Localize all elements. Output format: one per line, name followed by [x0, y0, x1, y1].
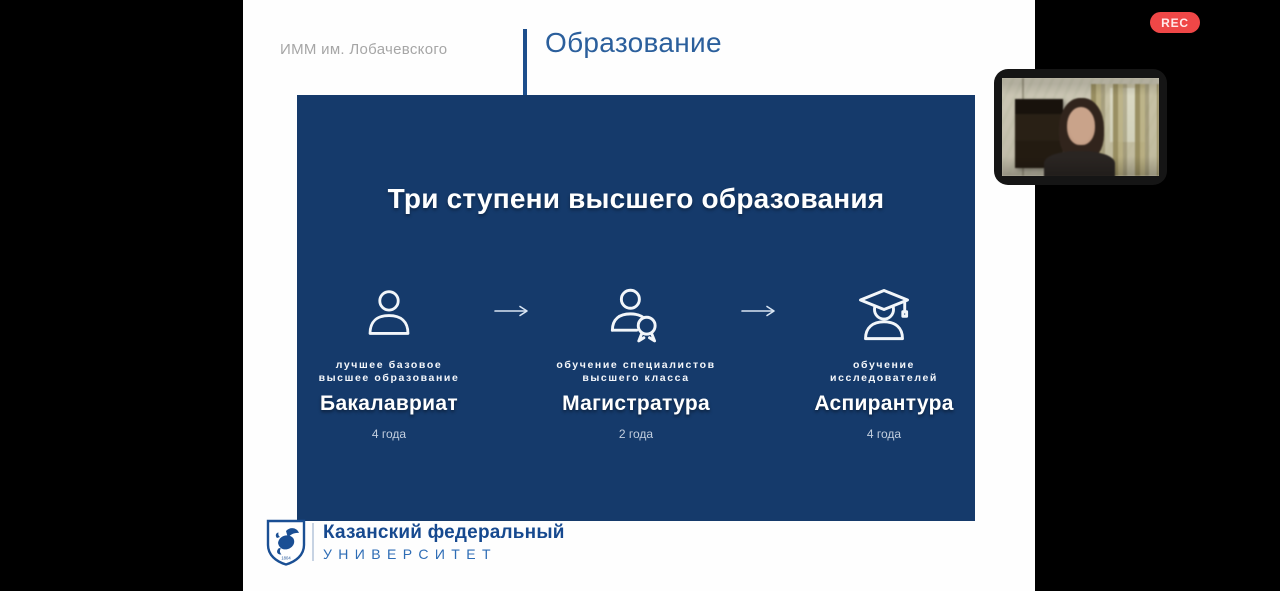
kfu-wordmark	[323, 519, 565, 562]
panel-title: Три ступени высшего образования	[387, 183, 885, 214]
stage-phd	[774, 281, 994, 441]
video-vignette	[1002, 78, 1159, 176]
stage-name: Бакалавриат	[320, 392, 458, 416]
stage-caption: обучение исследователей	[830, 359, 938, 385]
stage-duration: 2 года	[618, 427, 654, 442]
stage-bachelor	[279, 281, 499, 441]
participant-video-tile[interactable]	[994, 69, 1167, 185]
header-divider	[523, 29, 527, 97]
kfu-name-line2: УНИВЕРСИТЕТ	[323, 546, 497, 562]
kfu-logo	[265, 519, 565, 566]
slide-heading: Образование	[545, 27, 722, 58]
stage-duration: 4 года	[371, 427, 407, 442]
stage-master	[526, 281, 746, 441]
webcam-scene	[1002, 78, 1159, 176]
program-name: ИММ им. Лобачевского	[280, 41, 448, 58]
kfu-name-line1: Казанский федеральный	[323, 522, 565, 543]
logo-divider	[312, 523, 314, 561]
presentation-slide	[243, 0, 1035, 591]
recording-indicator	[1150, 12, 1200, 33]
stage-name: Аспирантура	[814, 392, 954, 416]
rec-label: REC	[1161, 15, 1189, 30]
stage-duration: 4 года	[866, 427, 902, 442]
kfu-emblem-icon	[265, 519, 307, 566]
person-graduate-icon	[774, 281, 994, 345]
stage-name: Магистратура	[562, 392, 710, 416]
person-award-icon	[526, 281, 746, 345]
stage-caption: обучение специалистов высшего класса	[556, 359, 716, 385]
webcam-video	[1002, 78, 1159, 176]
stage-caption: лучшее базовое высшее образование	[318, 359, 460, 385]
education-panel	[297, 95, 975, 521]
person-icon	[279, 281, 499, 345]
svg-text:1804: 1804	[281, 555, 291, 561]
